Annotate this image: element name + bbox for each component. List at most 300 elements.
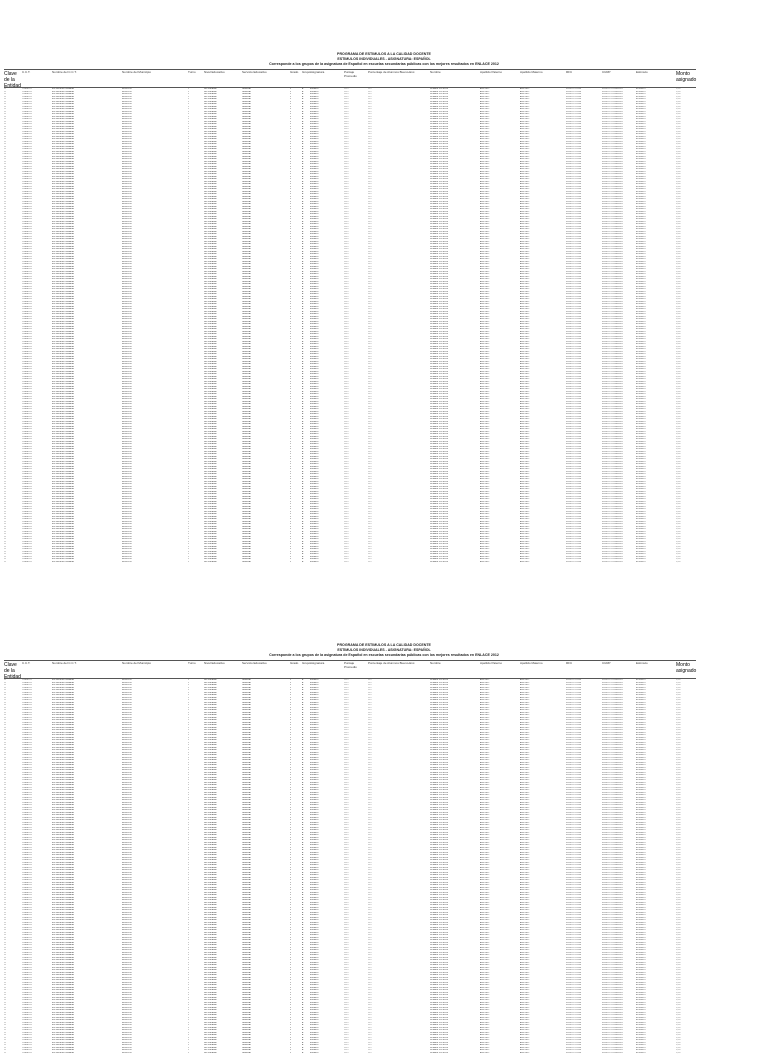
table-cell: ##DES####	[22, 491, 50, 494]
table-cell: #,###	[676, 126, 694, 129]
table-cell: ##	[4, 106, 20, 109]
table-cell: GENERAL	[242, 326, 288, 329]
table-cell: A	[302, 744, 308, 747]
table-cell: ##DES####	[22, 466, 50, 469]
table-cell: ESCUELA SECUNDARIA	[52, 371, 120, 374]
table-cell: SECUNDARIA	[204, 286, 240, 289]
column-header: Apellido Paterno	[480, 71, 518, 75]
table-cell: ESCUELA SECUNDARIA	[52, 311, 120, 314]
table-cell: ##DES####	[22, 326, 50, 329]
table-cell: ###.#	[344, 376, 366, 379]
table-cell: NOMBRE DOCENTE	[430, 171, 478, 174]
table-cell: A	[302, 391, 308, 394]
table-cell: ESPAÑOL	[310, 358, 342, 361]
table-cell: XXXX######XXX	[566, 453, 600, 456]
table-cell: A	[302, 261, 308, 264]
table-cell: 3	[290, 193, 300, 196]
table-cell: #,###	[676, 694, 694, 697]
table-cell: ##DES####	[22, 513, 50, 516]
table-cell: GENERAL	[242, 268, 288, 271]
table-cell: APELLIDO	[480, 757, 518, 760]
table-cell: 1	[188, 333, 202, 336]
table-cell: SECUNDARIA	[204, 556, 240, 559]
table-cell: XXXX######XXXXXX##	[602, 506, 634, 509]
table-cell: ESPAÑOL	[310, 148, 342, 151]
table-cell: ##DES####	[22, 118, 50, 121]
table-cell: #,###	[676, 722, 694, 725]
table-cell: #,###	[676, 206, 694, 209]
table-cell: A	[302, 704, 308, 707]
table-cell: NOMBRE DOCENTE	[430, 181, 478, 184]
table-cell: ESCUELA SECUNDARIA	[52, 431, 120, 434]
table-cell: ##.#	[368, 251, 428, 254]
table-cell: ESTIMULO	[636, 268, 674, 271]
table-cell: SECUNDARIA	[204, 528, 240, 531]
table-cell: 3	[290, 373, 300, 376]
column-header: Servicio Educativo	[242, 662, 288, 666]
table-cell: ESCUELA SECUNDARIA	[52, 491, 120, 494]
table-cell: 1	[188, 787, 202, 790]
table-cell: ##.#	[368, 241, 428, 244]
table-cell: A	[302, 443, 308, 446]
table-cell: ESPAÑOL	[310, 363, 342, 366]
table-cell: SECUNDARIA	[204, 306, 240, 309]
table-cell: GENERAL	[242, 136, 288, 139]
table-cell: ##.#	[368, 754, 428, 757]
table-cell: ESPAÑOL	[310, 121, 342, 124]
table-cell: MUNICIPIO	[122, 541, 186, 544]
document-title	[0, 52, 768, 67]
table-cell: ##.#	[368, 458, 428, 461]
table-cell: APELLIDO	[480, 689, 518, 692]
table-cell: ##.#	[368, 719, 428, 722]
table-cell: ESTIMULO	[636, 456, 674, 459]
table-cell: XXXX######XXX	[566, 403, 600, 406]
table-cell: 3	[290, 318, 300, 321]
table-cell: A	[302, 488, 308, 491]
table-cell: APELLIDO	[520, 802, 564, 805]
table-cell: A	[302, 526, 308, 529]
table-cell: 3	[290, 734, 300, 737]
table-cell: 1	[188, 548, 202, 551]
table-cell: ##DES####	[22, 819, 50, 822]
table-cell: ESPAÑOL	[310, 316, 342, 319]
table-cell: A	[302, 338, 308, 341]
table-cell: ###.#	[344, 208, 366, 211]
table-cell: ##DES####	[22, 331, 50, 334]
table-cell: GENERAL	[242, 251, 288, 254]
table-cell: ##DES####	[22, 398, 50, 401]
table-cell: 1	[188, 762, 202, 765]
table-cell: SECUNDARIA	[204, 689, 240, 692]
table-cell: ###.#	[344, 734, 366, 737]
table-cell: ESTIMULO	[636, 111, 674, 114]
table-cell: APELLIDO	[520, 188, 564, 191]
table-cell: #,###	[676, 318, 694, 321]
table-cell: ##DES####	[22, 503, 50, 506]
table-cell: ##	[4, 719, 20, 722]
table-cell: XXXX######XXX	[566, 346, 600, 349]
table-cell: XXXX######XXX	[566, 238, 600, 241]
table-cell: ESTIMULO	[636, 128, 674, 131]
table-cell: APELLIDO	[520, 468, 564, 471]
table-cell: XXXX######XXXXXX##	[602, 817, 634, 820]
table-cell: APELLIDO	[480, 321, 518, 324]
table-cell: ###.#	[344, 777, 366, 780]
table-cell: SECUNDARIA	[204, 108, 240, 111]
table-cell: ###.#	[344, 757, 366, 760]
table-cell: GENERAL	[242, 303, 288, 306]
table-cell: 1	[188, 158, 202, 161]
table-cell: ##DES####	[22, 126, 50, 129]
table-cell: NOMBRE DOCENTE	[430, 213, 478, 216]
table-cell: ##	[4, 431, 20, 434]
table-cell: ##	[4, 388, 20, 391]
table-cell: ESCUELA SECUNDARIA	[52, 136, 120, 139]
table-cell: XXXX######XXXXXX##	[602, 381, 634, 384]
table-cell: APELLIDO	[480, 762, 518, 765]
table-cell: ##	[4, 794, 20, 797]
table-cell: ESCUELA SECUNDARIA	[52, 513, 120, 516]
table-cell: APELLIDO	[480, 702, 518, 705]
table-cell: NOMBRE DOCENTE	[430, 88, 478, 91]
table-cell: ##DES####	[22, 737, 50, 740]
table-cell: ##.#	[368, 401, 428, 404]
table-cell: 3	[290, 163, 300, 166]
table-cell: 3	[290, 88, 300, 91]
table-cell: ##.#	[368, 734, 428, 737]
table-cell: ###.#	[344, 679, 366, 682]
table-cell: ##	[4, 148, 20, 151]
table-cell: SECUNDARIA	[204, 463, 240, 466]
table-cell: APELLIDO	[480, 248, 518, 251]
table-cell: ##DES####	[22, 767, 50, 770]
table-cell: GENERAL	[242, 709, 288, 712]
table-cell: #,###	[676, 326, 694, 329]
table-cell: MUNICIPIO	[122, 819, 186, 822]
table-cell: SECUNDARIA	[204, 328, 240, 331]
table-cell: 1	[188, 356, 202, 359]
table-cell: NOMBRE DOCENTE	[430, 321, 478, 324]
table-cell: ESTIMULO	[636, 141, 674, 144]
table-cell: ESTIMULO	[636, 759, 674, 762]
table-cell: ###.#	[344, 396, 366, 399]
table-cell: XXXX######XXX	[566, 251, 600, 254]
table-cell: APELLIDO	[480, 161, 518, 164]
table-cell: APELLIDO	[480, 709, 518, 712]
table-cell: GENERAL	[242, 116, 288, 119]
table-cell: #,###	[676, 153, 694, 156]
table-cell: ##	[4, 268, 20, 271]
table-cell: #,###	[676, 201, 694, 204]
table-cell: SECUNDARIA	[204, 383, 240, 386]
table-cell: GENERAL	[242, 416, 288, 419]
table-cell: ESPAÑOL	[310, 138, 342, 141]
table-cell: A	[302, 727, 308, 730]
table-cell: ESTIMULO	[636, 471, 674, 474]
table-cell: NOMBRE DOCENTE	[430, 506, 478, 509]
table-cell: ESCUELA SECUNDARIA	[52, 238, 120, 241]
table-cell: 1	[188, 722, 202, 725]
table-cell: APELLIDO	[520, 96, 564, 99]
table-cell: GENERAL	[242, 263, 288, 266]
table-cell: #,###	[676, 188, 694, 191]
table-cell: 3	[290, 246, 300, 249]
table-cell: ###.#	[344, 431, 366, 434]
table-cell: ##DES####	[22, 391, 50, 394]
table-cell: APELLIDO	[480, 523, 518, 526]
table-cell: ##	[4, 689, 20, 692]
table-cell: ##DES####	[22, 511, 50, 514]
table-cell: ##DES####	[22, 804, 50, 807]
table-cell: XXXX######XXX	[566, 558, 600, 561]
table-cell: APELLIDO	[480, 473, 518, 476]
table-cell: NOMBRE DOCENTE	[430, 498, 478, 501]
table-cell: ##.#	[368, 118, 428, 121]
table-cell: NOMBRE DOCENTE	[430, 396, 478, 399]
table-cell: APELLIDO	[480, 181, 518, 184]
table-cell: ##.#	[368, 819, 428, 822]
table-cell: SECUNDARIA	[204, 131, 240, 134]
table-cell: ###.#	[344, 528, 366, 531]
table-cell: A	[302, 732, 308, 735]
table-cell: ##.#	[368, 176, 428, 179]
table-cell: A	[302, 293, 308, 296]
table-cell: ESTIMULO	[636, 131, 674, 134]
table-cell: NOMBRE DOCENTE	[430, 231, 478, 234]
table-cell: A	[302, 764, 308, 767]
table-cell: ESTIMULO	[636, 378, 674, 381]
table-cell: ESTIMULO	[636, 271, 674, 274]
table-cell: ##.#	[368, 506, 428, 509]
table-cell: GENERAL	[242, 744, 288, 747]
table-cell: MUNICIPIO	[122, 203, 186, 206]
table-cell: ESCUELA SECUNDARIA	[52, 453, 120, 456]
table-cell: ESPAÑOL	[310, 228, 342, 231]
table-cell: 1	[188, 702, 202, 705]
table-cell: ##.#	[368, 541, 428, 544]
table-cell: GENERAL	[242, 238, 288, 241]
table-cell: MUNICIPIO	[122, 712, 186, 715]
table-cell: ##	[4, 441, 20, 444]
table-cell: 1	[188, 378, 202, 381]
table-cell: 3	[290, 819, 300, 822]
table-cell: 3	[290, 518, 300, 521]
table-cell: ##.#	[368, 543, 428, 546]
table-cell: ##DES####	[22, 376, 50, 379]
table-cell: ##.#	[368, 146, 428, 149]
table-cell: MUNICIPIO	[122, 742, 186, 745]
table-cell: GENERAL	[242, 108, 288, 111]
table-cell: 1	[188, 198, 202, 201]
table-cell: GENERAL	[242, 273, 288, 276]
table-cell: 1	[188, 541, 202, 544]
table-cell: XXXX######XXXXXX##	[602, 682, 634, 685]
table-cell: ESTIMULO	[636, 323, 674, 326]
table-cell: ESTIMULO	[636, 96, 674, 99]
table-cell: XXXX######XXX	[566, 181, 600, 184]
table-cell: A	[302, 777, 308, 780]
table-cell: XXXX######XXX	[566, 483, 600, 486]
table-cell: A	[302, 358, 308, 361]
table-cell: ##	[4, 368, 20, 371]
table-cell: ##	[4, 744, 20, 747]
table-cell: ###.#	[344, 328, 366, 331]
table-cell: NOMBRE DOCENTE	[430, 682, 478, 685]
table-cell: #,###	[676, 211, 694, 214]
table-cell: APELLIDO	[520, 543, 564, 546]
table-cell: MUNICIPIO	[122, 196, 186, 199]
table-cell: SECUNDARIA	[204, 538, 240, 541]
table-cell: SECUNDARIA	[204, 752, 240, 755]
table-cell: XXXX######XXXXXX##	[602, 699, 634, 702]
table-cell: MUNICIPIO	[122, 238, 186, 241]
table-cell: ##DES####	[22, 501, 50, 504]
table-cell: ESPAÑOL	[310, 371, 342, 374]
table-cell: ###.#	[344, 386, 366, 389]
table-cell: #,###	[676, 351, 694, 354]
table-cell: MUNICIPIO	[122, 784, 186, 787]
table-cell: ##	[4, 386, 20, 389]
table-cell: ESCUELA SECUNDARIA	[52, 413, 120, 416]
table-cell: APELLIDO	[480, 278, 518, 281]
table-cell: NOMBRE DOCENTE	[430, 438, 478, 441]
table-cell: 3	[290, 343, 300, 346]
table-cell: 3	[290, 498, 300, 501]
table-cell: APELLIDO	[480, 313, 518, 316]
table-cell: XXXX######XXXXXX##	[602, 158, 634, 161]
table-cell: A	[302, 784, 308, 787]
table-cell: NOMBRE DOCENTE	[430, 401, 478, 404]
table-cell: APELLIDO	[520, 523, 564, 526]
table-cell: GENERAL	[242, 506, 288, 509]
table-cell: 3	[290, 223, 300, 226]
table-cell: 1	[188, 797, 202, 800]
table-cell: ESTIMULO	[636, 754, 674, 757]
table-cell: ###.#	[344, 526, 366, 529]
table-cell: ESCUELA SECUNDARIA	[52, 481, 120, 484]
table-cell: NOMBRE DOCENTE	[430, 373, 478, 376]
table-cell: 1	[188, 536, 202, 539]
table-cell: ESCUELA SECUNDARIA	[52, 556, 120, 559]
table-cell: XXXX######XXXXXX##	[602, 411, 634, 414]
table-cell: ESCUELA SECUNDARIA	[52, 679, 120, 682]
table-cell: XXXX######XXX	[566, 233, 600, 236]
table-cell: A	[302, 356, 308, 359]
table-cell: APELLIDO	[480, 521, 518, 524]
table-cell: ESTIMULO	[636, 248, 674, 251]
table-cell: APELLIDO	[480, 238, 518, 241]
table-cell: 1	[188, 311, 202, 314]
table-cell: APELLIDO	[520, 351, 564, 354]
table-cell: XXXX######XXX	[566, 218, 600, 221]
table-cell: ##DES####	[22, 308, 50, 311]
table-cell: ESTIMULO	[636, 211, 674, 214]
table-cell: MUNICIPIO	[122, 782, 186, 785]
table-cell: #,###	[676, 303, 694, 306]
table-cell: APELLIDO	[480, 113, 518, 116]
table-cell: ##DES####	[22, 418, 50, 421]
column-header: Estímulo	[636, 71, 674, 75]
table-cell: ###.#	[344, 233, 366, 236]
table-cell: ESCUELA SECUNDARIA	[52, 373, 120, 376]
table-cell: A	[302, 256, 308, 259]
table-cell: 1	[188, 366, 202, 369]
table-cell: MUNICIPIO	[122, 241, 186, 244]
table-cell: ###.#	[344, 513, 366, 516]
table-cell: GENERAL	[242, 111, 288, 114]
table-cell: ##	[4, 809, 20, 812]
table-cell: SECUNDARIA	[204, 533, 240, 536]
table-cell: GENERAL	[242, 729, 288, 732]
table-cell: GENERAL	[242, 749, 288, 752]
table-cell: MUNICIPIO	[122, 737, 186, 740]
table-cell: A	[302, 221, 308, 224]
table-cell: XXXX######XXX	[566, 321, 600, 324]
table-cell: APELLIDO	[480, 126, 518, 129]
table-cell: ESCUELA SECUNDARIA	[52, 276, 120, 279]
table-cell: XXXX######XXXXXX##	[602, 533, 634, 536]
table-cell: 1	[188, 456, 202, 459]
table-cell: ##.#	[368, 814, 428, 817]
table-cell: ##.#	[368, 366, 428, 369]
table-cell: ###.#	[344, 682, 366, 685]
table-cell: ESCUELA SECUNDARIA	[52, 353, 120, 356]
table-cell: ##DES####	[22, 363, 50, 366]
table-cell: APELLIDO	[480, 724, 518, 727]
table-cell: APELLIDO	[480, 328, 518, 331]
table-cell: ##	[4, 707, 20, 710]
table-cell: APELLIDO	[480, 694, 518, 697]
table-cell: MUNICIPIO	[122, 822, 186, 825]
table-cell: ESTIMULO	[636, 513, 674, 516]
table-cell: MUNICIPIO	[122, 98, 186, 101]
table-cell: XXXX######XXX	[566, 548, 600, 551]
table-cell: ##DES####	[22, 413, 50, 416]
table-cell: ESCUELA SECUNDARIA	[52, 263, 120, 266]
table-cell: ESCUELA SECUNDARIA	[52, 291, 120, 294]
table-cell: XXXX######XXX	[566, 358, 600, 361]
table-cell: XXXX######XXX	[566, 722, 600, 725]
table-cell: XXXX######XXX	[566, 231, 600, 234]
table-cell: 3	[290, 341, 300, 344]
table-cell: APELLIDO	[480, 173, 518, 176]
table-cell: #,###	[676, 131, 694, 134]
table-cell: SECUNDARIA	[204, 526, 240, 529]
table-cell: ##.#	[368, 238, 428, 241]
table-cell: ESTIMULO	[636, 393, 674, 396]
table-cell: ##.#	[368, 471, 428, 474]
table-cell: NOMBRE DOCENTE	[430, 378, 478, 381]
table-cell: XXXX######XXXXXX##	[602, 253, 634, 256]
table-cell: ESTIMULO	[636, 406, 674, 409]
table-cell: ###.#	[344, 266, 366, 269]
table-cell: XXXX######XXX	[566, 256, 600, 259]
table-cell: XXXX######XXXXXX##	[602, 433, 634, 436]
table-cell: #,###	[676, 393, 694, 396]
table-cell: XXXX######XXX	[566, 463, 600, 466]
table-cell: ###.#	[344, 702, 366, 705]
table-cell: A	[302, 93, 308, 96]
table-cell: APELLIDO	[520, 413, 564, 416]
table-cell: GENERAL	[242, 799, 288, 802]
table-cell: 3	[290, 453, 300, 456]
table-cell: GENERAL	[242, 246, 288, 249]
table-cell: MUNICIPIO	[122, 792, 186, 795]
table-cell: APELLIDO	[480, 468, 518, 471]
table-cell: ESTIMULO	[636, 168, 674, 171]
table-cell: SECUNDARIA	[204, 697, 240, 700]
